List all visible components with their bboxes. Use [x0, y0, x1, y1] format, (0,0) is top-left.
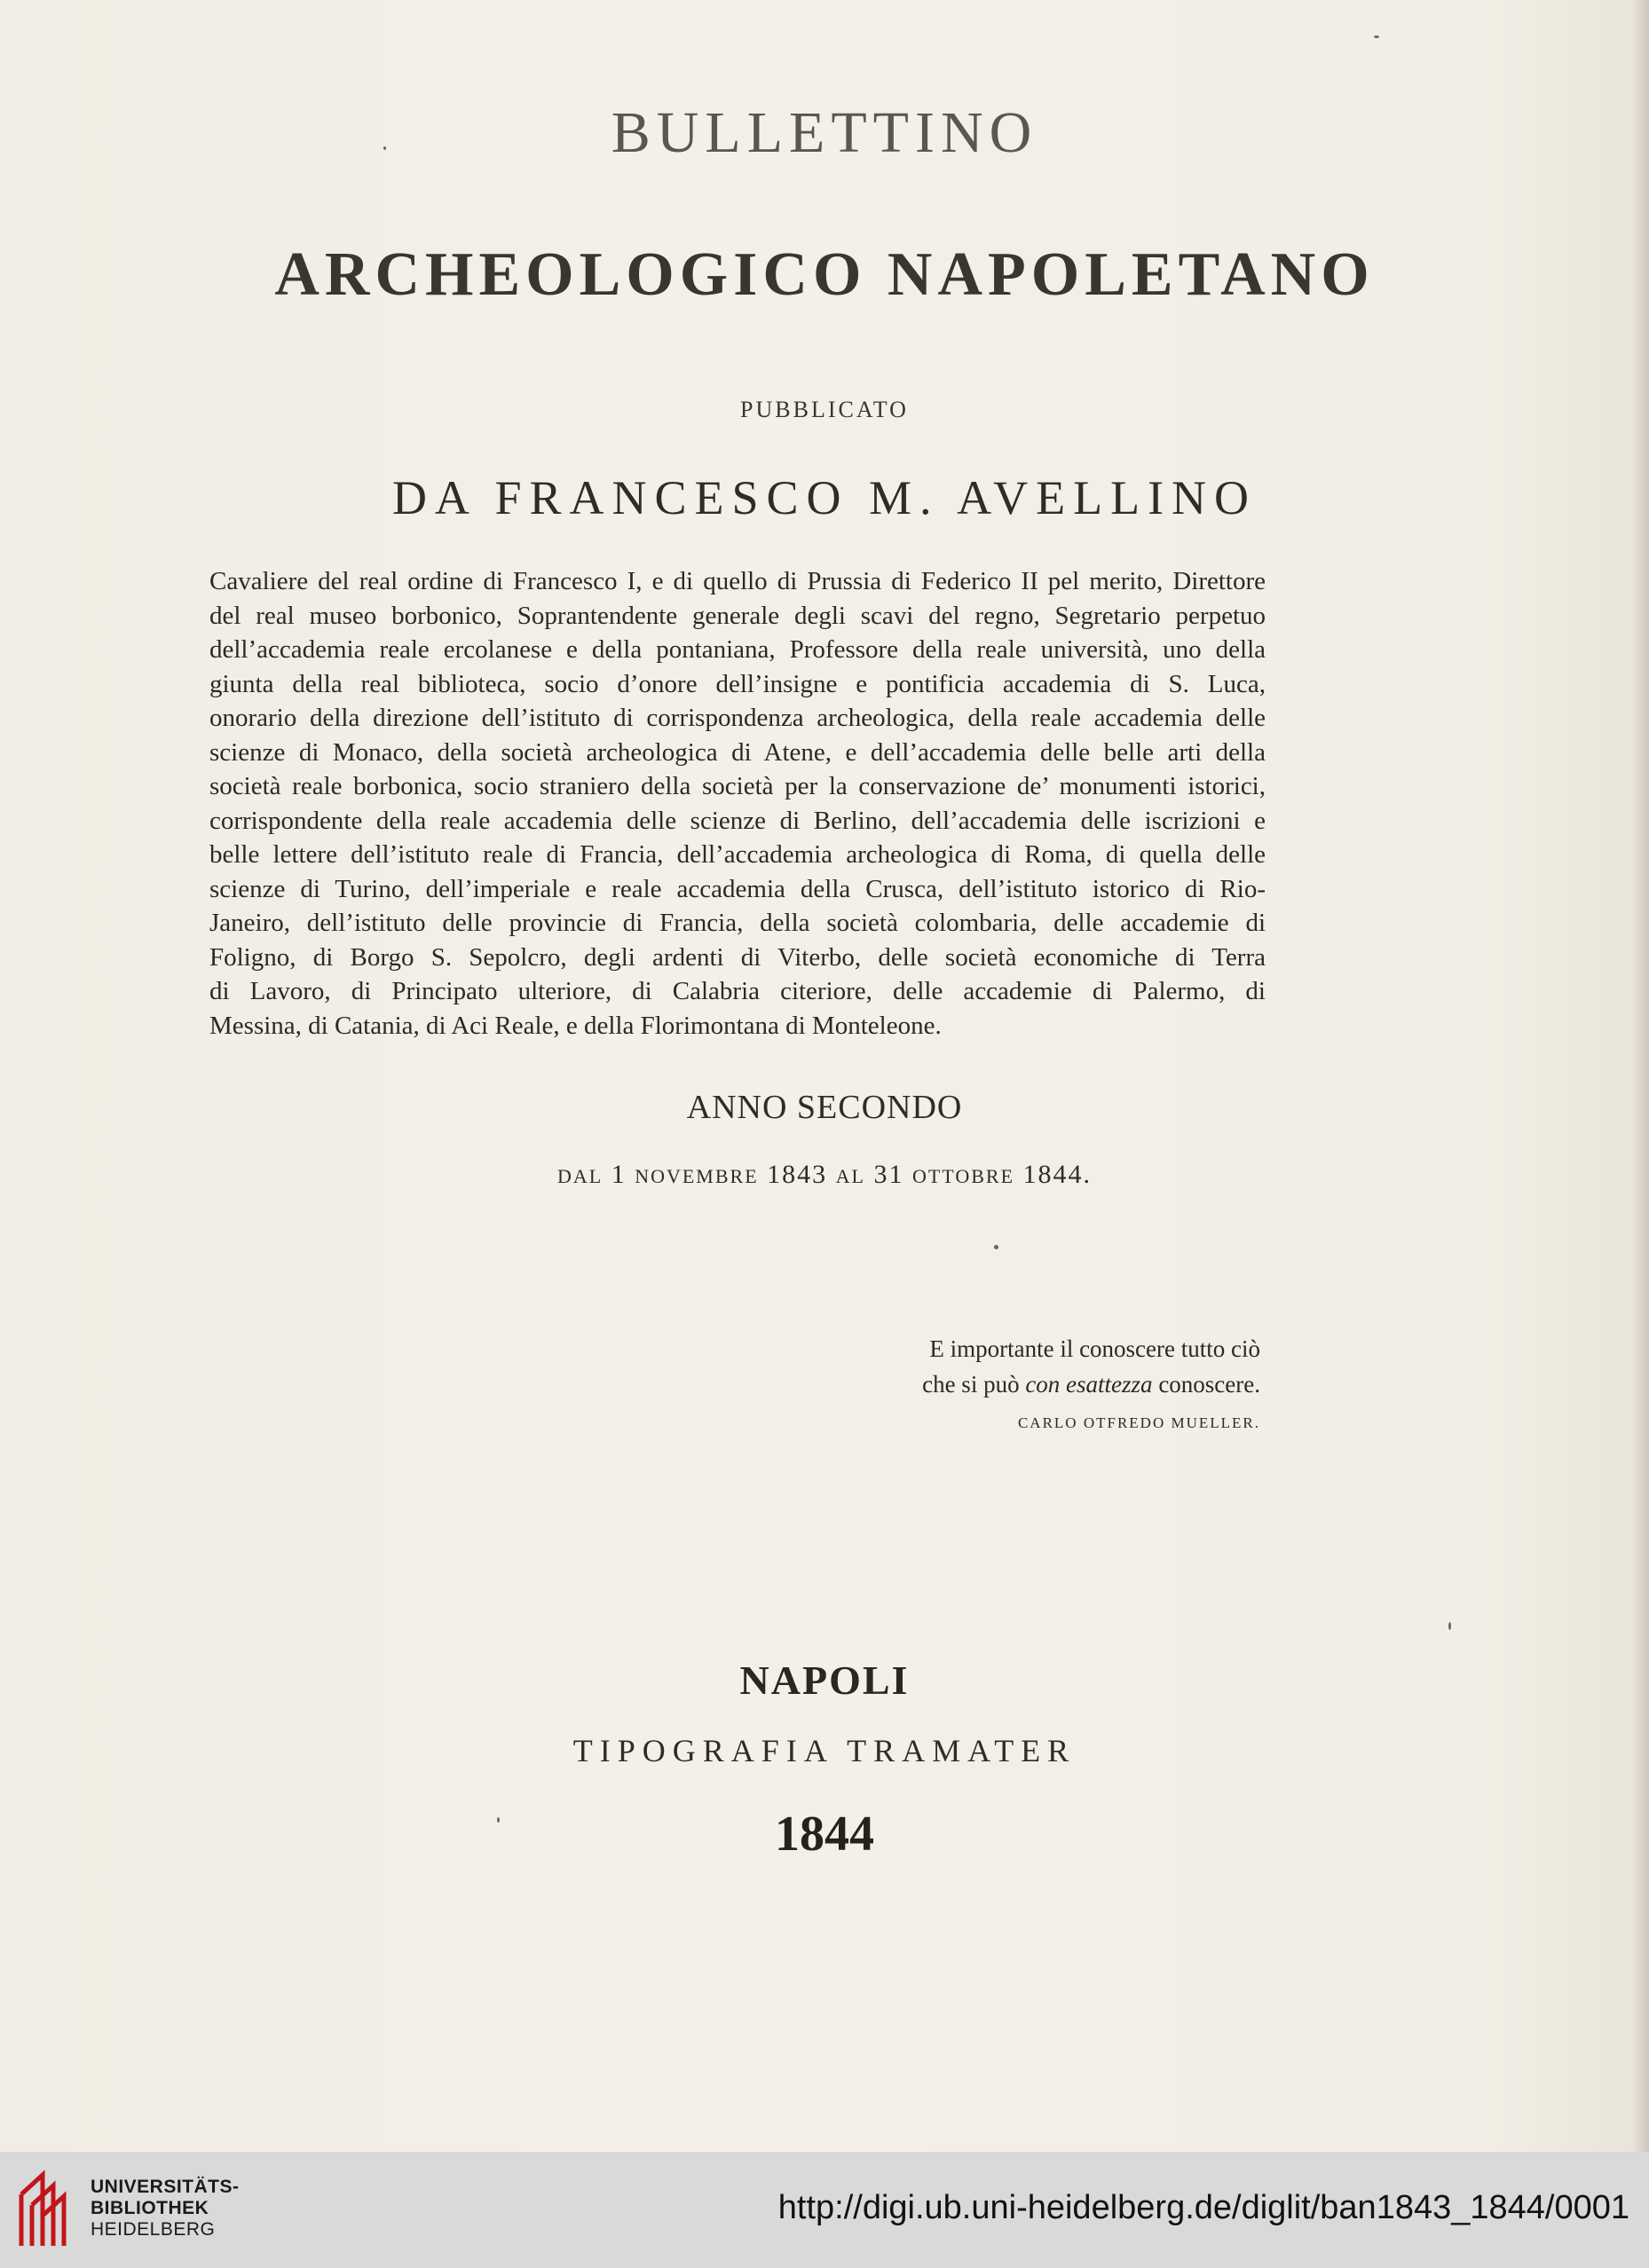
credentials-line: società reale borbonica, socio straniero della società per la conservazione de’ monumenti istorici, [209, 772, 1266, 800]
date-range [0, 1160, 1649, 1190]
date-dal: DAL [556, 1165, 604, 1187]
paper-speck [1448, 1622, 1451, 1630]
paper-speck [383, 146, 386, 150]
credentials-line: belle lettere dell’istituto reale di Francia, dell’accademia archeologica di Roma, di quella delle [209, 840, 1266, 869]
epigraph-line-2-end: conoscere. [1152, 1371, 1260, 1398]
library-name-line-1: UNIVERSITÄTS- [91, 2177, 240, 2197]
credentials-line: di Lavoro, di Principato ulteriore, di Calabria citeriore, delle accademie di Palermo, di [209, 977, 1266, 1005]
credentials-line: onorario della direzione dell’istituto di corrispondenza archeologica, della reale accademia delle [209, 704, 1266, 732]
library-footer [0, 2152, 1649, 2268]
epigraph [834, 1331, 1260, 1441]
epigraph-italic-phrase: con esattezza [1025, 1371, 1153, 1398]
credentials-line: Foligno, di Borgo S. Sepolcro, degli ardenti di Viterbo, delle società economiche di Terra [209, 942, 1266, 972]
credentials-line: Janeiro, dell’istituto delle provincie di Francia, della società colombaria, delle accademie di [209, 909, 1266, 937]
epigraph-line-2 [834, 1366, 1260, 1402]
date-year-start: 1843 [767, 1160, 828, 1189]
epigraph-author: CARLO OTFREDO MUELLER. [1017, 1414, 1260, 1431]
imprint-printer: TIPOGRAFIA TRAMATER [572, 1733, 1077, 1768]
library-logo-icon [16, 2168, 80, 2253]
permalink-url[interactable]: http://digi.ub.uni-heidelberg.de/diglit/ban1843_1844/0001 [777, 2189, 1629, 2226]
credentials-line: corrispondente della reale accademia delle scienze di Berlino, dell’accademia delle iscrizioni e [209, 806, 1266, 835]
author-name: DA FRANCESCO M. AVELLINO [391, 471, 1258, 524]
credentials-line: scienze di Monaco, della società archeologica di Atene, e dell’accademia delle belle arti della [209, 737, 1266, 767]
library-name-line-3: HEIDELBERG [91, 2219, 216, 2240]
title-line-2: ARCHEOLOGICO NAPOLETANO [274, 240, 1375, 309]
paper-speck [497, 1817, 500, 1823]
volume-label: ANNO SECONDO [686, 1089, 963, 1126]
credentials-line: giunta della real biblioteca, socio d’onore dell’insigne e pontificia accademia di S. Luca, [209, 669, 1266, 698]
title-line-1: BULLETTINO [611, 100, 1038, 165]
imprint-city: NAPOLI [739, 1658, 910, 1703]
library-name-line-2: BIBLIOTHEK [91, 2198, 209, 2218]
date-day-start: 1 [611, 1160, 627, 1189]
epigraph-line-1: E importante il conoscere tutto ciò [929, 1335, 1260, 1362]
author-credentials [209, 564, 1266, 1043]
credentials-line: dell’accademia reale ercolanese e della pontaniana, Professore della reale università, uno della [209, 635, 1266, 664]
paper-speck [1374, 35, 1379, 38]
credentials-line: scienze di Turino, dell’imperiale e reale accademia della Crusca, dell’istituto istorico di Rio- [209, 874, 1266, 903]
library-name [91, 2177, 240, 2240]
published-label: PUBBLICATO [740, 397, 909, 422]
credentials-line: Cavaliere del real ordine di Francesco I, e di quello di Prussia di Federico II pel merito, Direttore [209, 567, 1266, 595]
epigraph-line-2-start: che si può [922, 1371, 1026, 1398]
paper-speck [994, 1245, 998, 1249]
date-al: AL [835, 1165, 865, 1187]
date-year-end: 1844. [1022, 1160, 1093, 1189]
credentials-line: del real museo borbonico, Soprantendente generale degli scavi del regno, Segretario perpetuo [209, 601, 1266, 630]
date-day-end: 31 [873, 1160, 904, 1189]
credentials-line: Messina, di Catania, di Aci Reale, e della Florimontana di Monteleone. [209, 1011, 942, 1040]
date-month-end: OTTOBRE [911, 1165, 1015, 1187]
imprint-year: 1844 [775, 1807, 874, 1862]
date-month-start: NOVEMBRE [635, 1165, 759, 1187]
